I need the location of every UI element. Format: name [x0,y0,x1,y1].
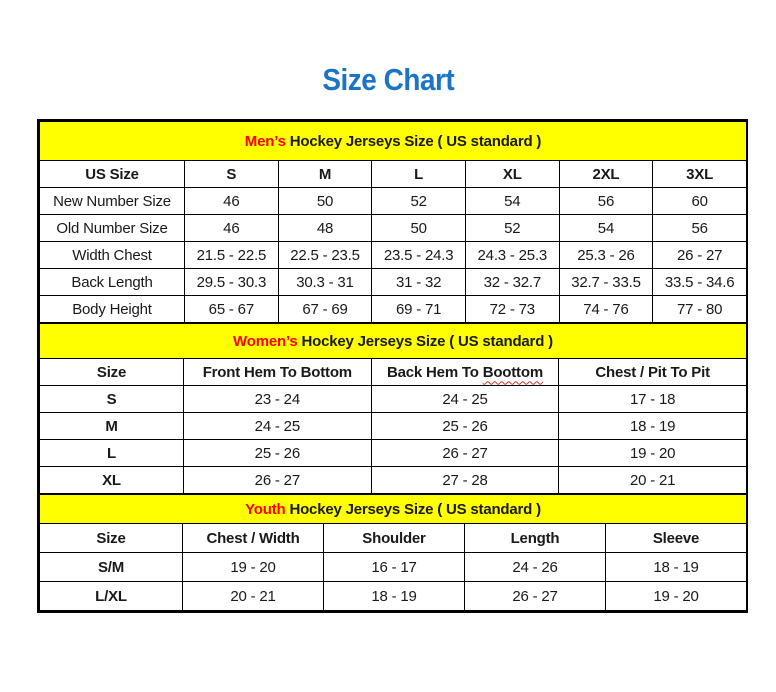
heading-highlight: Men’s [244,132,286,150]
cell-value: 50 [278,188,372,215]
column-header: M [278,161,372,188]
youth-header-row [40,524,747,553]
mens-size-table [39,121,747,323]
column-header: Front Hem To Bottom [184,359,372,386]
row-label: Back Length [40,269,185,296]
cell-value: 17 - 18 [559,386,747,413]
cell-value: 26 - 27 [371,440,559,467]
cell-value: 19 - 20 [559,440,747,467]
cell-value: 56 [653,215,747,242]
cell-value: 26 - 27 [653,242,747,269]
cell-value: 26 - 27 [184,467,372,494]
cell-value: 23.5 - 24.3 [372,242,466,269]
table-row [40,553,747,582]
mens-section-heading [40,122,747,161]
table-row [40,440,747,467]
cell-value: 19 - 20 [606,582,747,611]
cell-value: 24.3 - 25.3 [465,242,559,269]
cell-value: 25 - 26 [371,413,559,440]
heading-highlight: Women’s [233,332,298,350]
column-header: Chest / Width [183,524,324,553]
cell-value: 60 [653,188,747,215]
cell-value: 77 - 80 [653,296,747,323]
heading-highlight: Youth [245,500,286,518]
womens-size-table [39,323,747,494]
table-row [40,386,747,413]
page-title-text: Size Chart [322,62,454,97]
cell-value: 27 - 28 [371,467,559,494]
cell-value: 46 [185,215,279,242]
column-header-text: Back Hem To [387,363,483,381]
cell-value: 72 - 73 [465,296,559,323]
cell-value: 46 [185,188,279,215]
column-header [371,359,559,386]
cell-value: 20 - 21 [559,467,747,494]
mens-heading-row [40,122,747,161]
cell-value: 20 - 21 [183,582,324,611]
misspelled-word: Boottom [482,363,543,381]
row-label: S/M [40,553,183,582]
cell-value: 24 - 25 [371,386,559,413]
cell-value: 50 [372,215,466,242]
row-label: Body Height [40,296,185,323]
table-row [40,188,747,215]
heading-rest: Hockey Jerseys Size ( US standard ) [285,132,542,150]
table-row [40,582,747,611]
column-header: Shoulder [324,524,465,553]
table-row [40,215,747,242]
cell-value: 54 [465,188,559,215]
cell-value: 25.3 - 26 [559,242,653,269]
womens-section-heading [40,324,747,359]
row-label: XL [40,467,184,494]
cell-value: 18 - 19 [606,553,747,582]
column-header: Size [40,359,184,386]
cell-value: 22.5 - 23.5 [278,242,372,269]
cell-value: 30.3 - 31 [278,269,372,296]
column-header: US Size [40,161,185,188]
cell-value: 32.7 - 33.5 [559,269,653,296]
cell-value: 65 - 67 [185,296,279,323]
cell-value: 25 - 26 [184,440,372,467]
cell-value: 31 - 32 [372,269,466,296]
heading-rest: Hockey Jerseys Size ( US standard ) [297,332,553,350]
womens-heading-row [40,324,747,359]
heading-rest: Hockey Jerseys Size ( US standard ) [285,500,541,518]
cell-value: 69 - 71 [372,296,466,323]
mens-header-row [40,161,747,188]
cell-value: 32 - 32.7 [465,269,559,296]
cell-value: 19 - 20 [183,553,324,582]
column-header: 3XL [653,161,747,188]
page-title [0,62,776,98]
table-row [40,413,747,440]
cell-value: 33.5 - 34.6 [653,269,747,296]
row-label: Old Number Size [40,215,185,242]
column-header: Chest / Pit To Pit [559,359,747,386]
cell-value: 52 [465,215,559,242]
cell-value: 29.5 - 30.3 [185,269,279,296]
youth-size-table [39,494,747,611]
row-label: L [40,440,184,467]
row-label: New Number Size [40,188,185,215]
column-header: Length [465,524,606,553]
column-header: 2XL [559,161,653,188]
cell-value: 26 - 27 [465,582,606,611]
cell-value: 48 [278,215,372,242]
size-chart [37,119,748,613]
cell-value: 74 - 76 [559,296,653,323]
cell-value: 18 - 19 [559,413,747,440]
cell-value: 21.5 - 22.5 [185,242,279,269]
row-label: L/XL [40,582,183,611]
column-header: Size [40,524,183,553]
womens-header-row [40,359,747,386]
table-row [40,296,747,323]
cell-value: 24 - 25 [184,413,372,440]
column-header: S [185,161,279,188]
row-label: S [40,386,184,413]
column-header: Sleeve [606,524,747,553]
row-label: M [40,413,184,440]
column-header: XL [465,161,559,188]
cell-value: 23 - 24 [184,386,372,413]
row-label: Width Chest [40,242,185,269]
cell-value: 56 [559,188,653,215]
cell-value: 24 - 26 [465,553,606,582]
table-row [40,242,747,269]
cell-value: 67 - 69 [278,296,372,323]
cell-value: 54 [559,215,653,242]
cell-value: 16 - 17 [324,553,465,582]
table-row [40,269,747,296]
table-row [40,467,747,494]
cell-value: 52 [372,188,466,215]
youth-section-heading [40,495,747,524]
youth-heading-row [40,495,747,524]
cell-value: 18 - 19 [324,582,465,611]
column-header: L [372,161,466,188]
